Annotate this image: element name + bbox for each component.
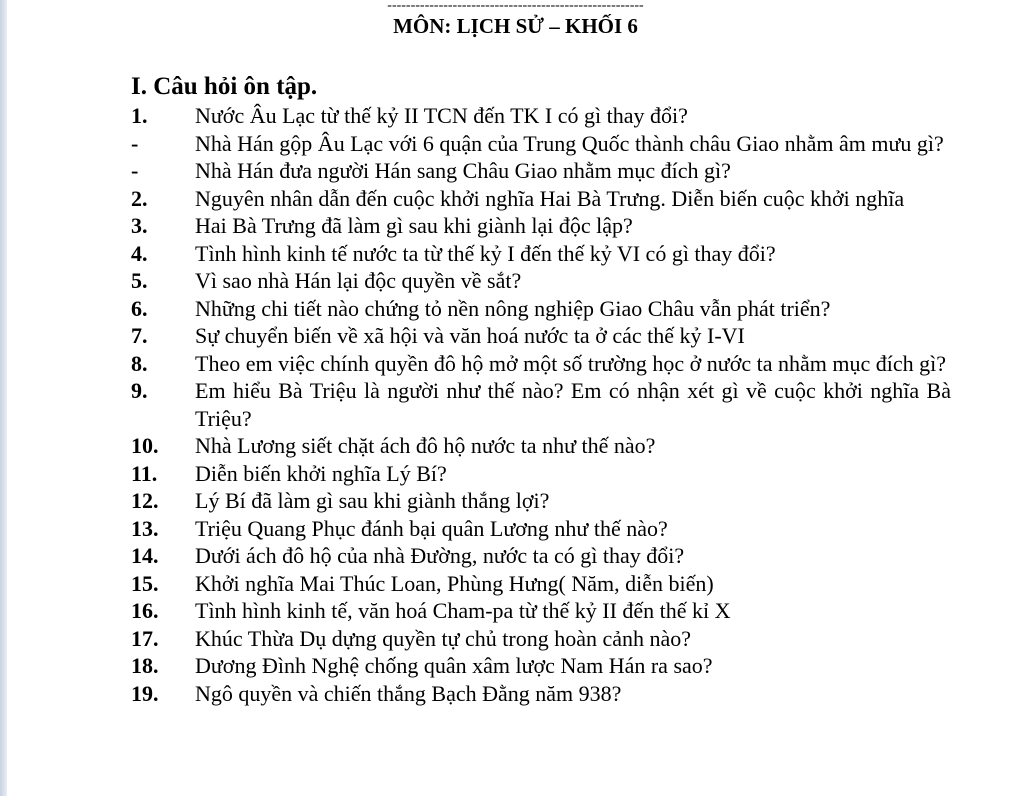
list-item [131,597,951,625]
list-item [131,432,951,460]
list-item [131,515,951,543]
question-text: Nhà Hán gộp Âu Lạc với 6 quận của Trung Quốc thành châu Giao nhằm âm mưu gì? [195,130,944,156]
list-item [131,295,951,323]
question-text: Khúc Thừa Dụ dựng quyền tự chủ trong hoàn cảnh nào? [195,625,692,651]
question-text: Tình hình kinh tế, văn hoá Cham-pa từ thế kỷ II đến thế kỉ X [195,598,731,623]
question-text: Nước Âu Lạc từ thế kỷ II TCN đến TK I có gì thay đổi? [195,103,688,128]
list-item [131,102,951,130]
question-text: Nhà Lương siết chặt ách đô hộ nước ta như thế nào? [195,433,656,458]
list-item [131,377,951,432]
list-item [131,460,951,488]
subject-title: MÔN: LỊCH SỬ – KHỐI 6 [393,14,638,38]
list-item [131,680,951,708]
question-text: Em hiểu Bà Triệu là người như thế nào? Em có nhận xét gì về cuộc khởi nghĩa Bà Triệu? [195,378,951,431]
question-list [131,102,951,707]
document-page [7,0,1024,796]
question-text: Dương Đình Nghệ chống quân xâm lược Nam Hán ra sao? [195,653,713,678]
list-item [131,322,951,350]
question-text: Những chi tiết nào chứng tỏ nền nông nghiệp Giao Châu vẫn phát triển? [195,295,831,321]
question-text: Theo em việc chính quyền đô hộ mở một số trường học ở nước ta nhằm mục đích gì? [195,350,946,376]
question-number: 19. [131,680,159,706]
question-number: - [131,158,139,183]
question-number: 5. [131,268,148,293]
question-text: Sự chuyển biến về xã hội và văn hoá nước ta ở các thế kỷ I-VI [195,323,745,348]
question-number: 1. [131,103,148,128]
section-heading: I. Câu hỏi ôn tập. [131,73,318,100]
question-number: 4. [131,240,148,266]
list-item [131,570,951,598]
list-item [131,652,951,680]
list-item [131,185,951,213]
list-item [131,157,951,185]
question-text: Ngô quyền và chiến thắng Bạch Đằng năm 938? [195,680,622,706]
question-number: 2. [131,185,148,211]
list-item [131,240,951,268]
question-text: Triệu Quang Phục đánh bại quân Lương như thế nào? [195,515,668,541]
question-number: 6. [131,295,148,321]
question-text: Diễn biến khởi nghĩa Lý Bí? [195,460,447,486]
question-number: 9. [131,378,148,403]
question-number: 7. [131,323,148,348]
question-text: Vì sao nhà Hán lại độc quyền về sắt? [195,268,522,293]
question-number: - [131,130,139,156]
question-number: 8. [131,350,148,376]
question-number: 11. [131,460,158,486]
question-number: 3. [131,213,148,238]
list-item [131,487,951,515]
question-number: 10. [131,433,159,458]
list-item [131,267,951,295]
question-number: 17. [131,625,159,651]
question-text: Hai Bà Trưng đã làm gì sau khi giành lại độc lập? [195,213,633,238]
list-item [131,542,951,570]
question-text: Lý Bí đã làm gì sau khi giành thắng lợi? [195,488,550,513]
question-text: Dưới ách đô hộ của nhà Đường, nước ta có gì thay đổi? [195,543,685,568]
question-text: Nguyên nhân dẫn đến cuộc khởi nghĩa Hai Bà Trưng. Diễn biến cuộc khởi nghĩa [195,185,905,211]
question-number: 13. [131,515,159,541]
list-item [131,130,951,158]
question-number: 14. [131,543,159,568]
list-item [131,625,951,653]
list-item [131,350,951,378]
question-number: 12. [131,488,159,513]
question-number: 16. [131,598,159,623]
question-text: Nhà Hán đưa người Hán sang Châu Giao nhằm mục đích gì? [195,158,731,183]
header-dash-rule: ------------------------------------------------------- [387,0,644,12]
window-left-edge [0,0,7,796]
question-number: 18. [131,653,159,678]
question-number: 15. [131,570,159,596]
question-text: Khởi nghĩa Mai Thúc Loan, Phùng Hưng( Năm, diễn biến) [195,570,714,596]
question-text: Tình hình kinh tế nước ta từ thế kỷ I đến thế kỷ VI có gì thay đổi? [195,240,776,266]
list-item [131,212,951,240]
